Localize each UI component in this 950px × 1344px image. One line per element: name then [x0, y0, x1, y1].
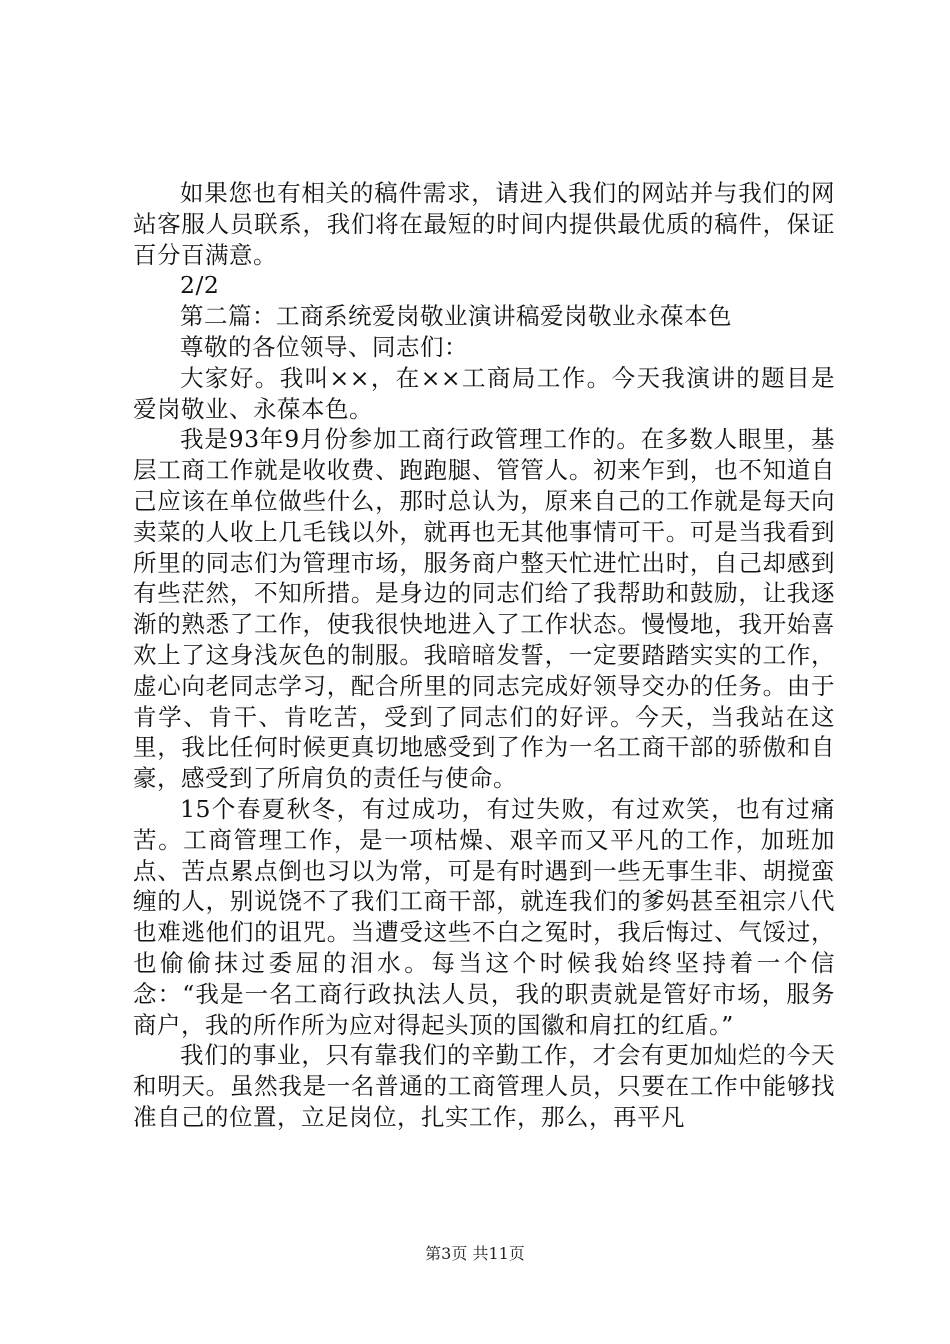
paragraph-service-note: 如果您也有相关的稿件需求，请进入我们的网站并与我们的网站客服人员联系，我们将在最短的时间内提供最优质的稿件，保证百分百满意。	[133, 179, 835, 269]
document-body	[133, 178, 835, 1133]
paragraph-body-3: 我们的事业，只有靠我们的辛勤工作，才会有更加灿烂的今天和明天。虽然我是一名普通的工商管理人员，只要在工作中能够找准自己的位置，立足岗位，扎实工作，那么，再平凡	[133, 1041, 835, 1131]
paragraph-body-1: 我是93年9月份参加工商行政管理工作的。在多数人眼里，基层工商工作就是收收费、跑跑腿、管管人。初来乍到，也不知道自己应该在单位做些什么，那时总认为，原来自己的工作就是每天向卖菜的人收上几毛钱以外，就再也无其他事情可干。可是当我看到所里的同志们为管理市场，服务商户整天忙进忙出时，自己却感到有些茫然，不知所措。是身边的同志们给了我帮助和鼓励，让我逐渐的熟悉了工作，使我很快地进入了工作状态。慢慢地，我开始喜欢上了这身浅灰色的制服。我暗暗发誓，一定要踏踏实实的工作，虚心向老同志学习，配合所里的同志完成好领导交办的任务。由于肯学、肯干、肯吃苦，受到了同志们的好评。今天，当我站在这里，我比任何时候更真切地感受到了作为一名工商干部的骄傲和自豪，感受到了所肩负的责任与使命。	[133, 425, 835, 793]
section-title: 第二篇：工商系统爱岗敬业演讲稿爱岗敬业永葆本色	[180, 302, 732, 331]
paragraph-greeting: 大家好。我叫××，在××工商局工作。今天我演讲的题目是爱岗敬业、永葆本色。	[133, 363, 835, 423]
paragraph-page-marker: 2/2	[180, 271, 220, 300]
page-number-footer: 第3页 共11页	[425, 1244, 525, 1263]
paragraph-body-2: 15个春夏秋冬，有过成功，有过失败，有过欢笑，也有过痛苦。工商管理工作，是一项枯燥、艰辛而又平凡的工作，加班加点、苦点累点倒也习以为常，可是有时遇到一些无事生非、胡搅蛮缠的人，别说饶不了我们工商干部，就连我们的爹妈甚至祖宗八代也难逃他们的诅咒。当遭受这些不白之冤时，我后悔过、气馁过，也偷偷抹过委屈的泪水。每当这个时候我始终坚持着一个信念：“我是一名工商行政执法人员，我的职责就是管好市场，服务商户，我的所作所为应对得起头顶的国徽和肩扛的红盾。”	[133, 794, 835, 1039]
paragraph-salutation: 尊敬的各位领导、同志们：	[180, 332, 468, 361]
